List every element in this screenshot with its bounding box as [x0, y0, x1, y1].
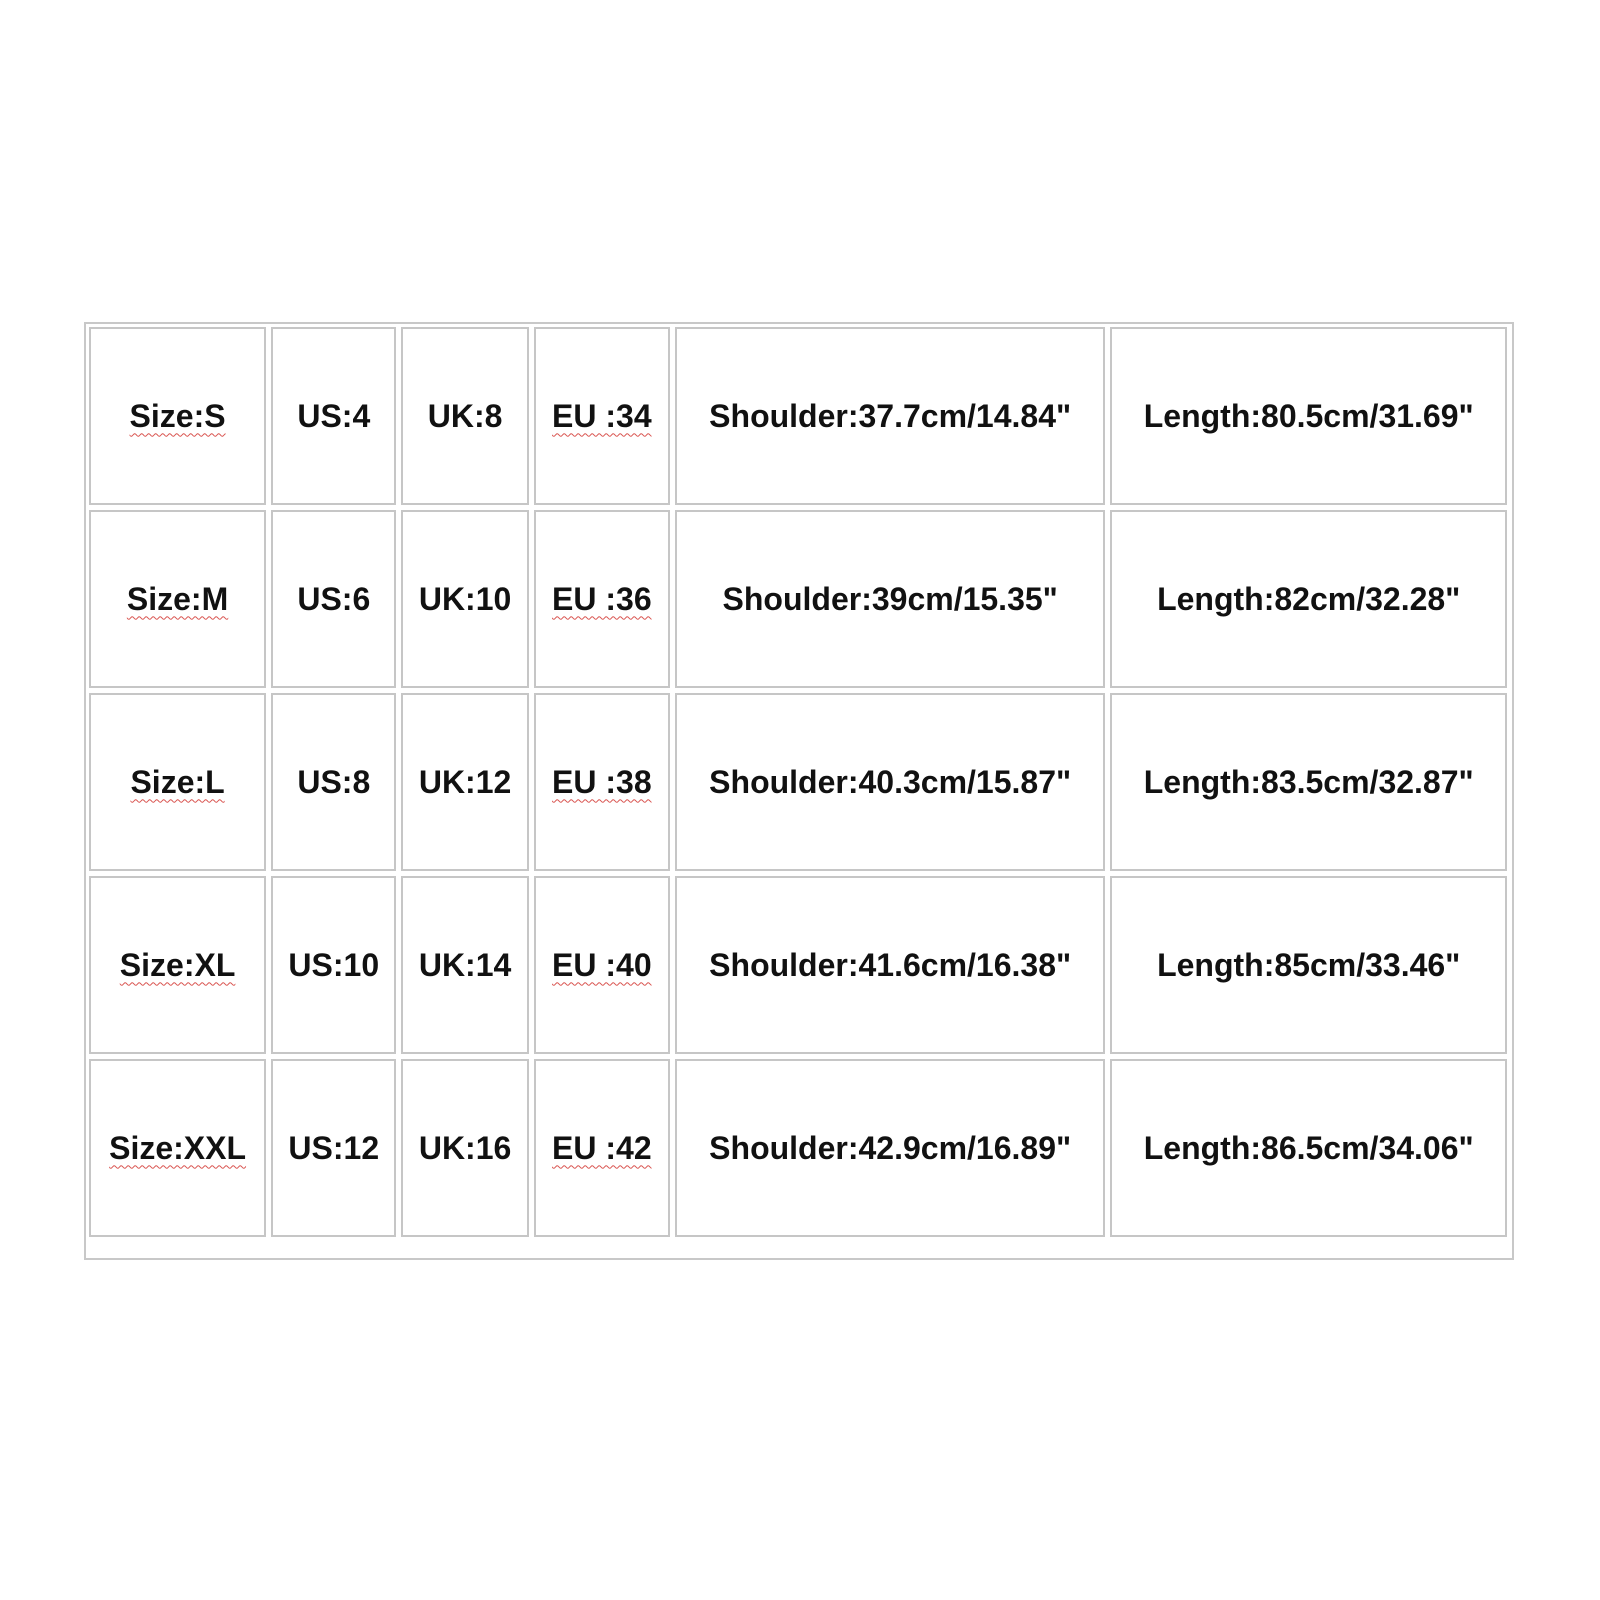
eu-size-cell — [534, 327, 670, 505]
uk-size-cell: UK:12 — [401, 693, 528, 871]
length-cell: Length:80.5cm/31.69" — [1110, 327, 1507, 505]
us-size-cell: US:10 — [271, 876, 396, 1054]
us-size-cell: US:6 — [271, 510, 396, 688]
size-cell — [89, 327, 266, 505]
table-row — [89, 510, 1507, 688]
table-row — [89, 693, 1507, 871]
uk-size-cell: UK:14 — [401, 876, 528, 1054]
shoulder-cell: Shoulder:42.9cm/16.89" — [675, 1059, 1105, 1237]
size-cell — [89, 510, 266, 688]
shoulder-cell: Shoulder:37.7cm/14.84" — [675, 327, 1105, 505]
size-label: Size:L — [130, 763, 225, 800]
eu-size-cell — [534, 693, 670, 871]
shoulder-cell: Shoulder:40.3cm/15.87" — [675, 693, 1105, 871]
size-chart-table — [84, 322, 1512, 1242]
eu-size-cell — [534, 1059, 670, 1237]
size-label: Size:XXL — [109, 1129, 247, 1166]
length-cell: Length:82cm/32.28" — [1110, 510, 1507, 688]
table-row — [89, 1059, 1507, 1237]
length-cell: Length:86.5cm/34.06" — [1110, 1059, 1507, 1237]
table-row — [89, 876, 1507, 1054]
shoulder-cell: Shoulder:41.6cm/16.38" — [675, 876, 1105, 1054]
shoulder-cell: Shoulder:39cm/15.35" — [675, 510, 1105, 688]
eu-size-label: EU :42 — [552, 1129, 652, 1166]
size-chart — [84, 322, 1514, 1260]
size-cell — [89, 1059, 266, 1237]
length-cell: Length:85cm/33.46" — [1110, 876, 1507, 1054]
length-cell: Length:83.5cm/32.87" — [1110, 693, 1507, 871]
size-label: Size:M — [126, 580, 229, 617]
eu-size-cell — [534, 510, 670, 688]
eu-size-label: EU :34 — [552, 397, 652, 434]
eu-size-label: EU :40 — [552, 946, 652, 983]
eu-size-label: EU :36 — [552, 580, 652, 617]
table-row — [89, 327, 1507, 505]
size-label: Size:S — [129, 397, 226, 434]
us-size-cell: US:8 — [271, 693, 396, 871]
uk-size-cell: UK:16 — [401, 1059, 528, 1237]
eu-size-label: EU :38 — [552, 763, 652, 800]
us-size-cell: US:4 — [271, 327, 396, 505]
size-cell — [89, 876, 266, 1054]
uk-size-cell: UK:8 — [401, 327, 528, 505]
size-cell — [89, 693, 266, 871]
uk-size-cell: UK:10 — [401, 510, 528, 688]
us-size-cell: US:12 — [271, 1059, 396, 1237]
size-label: Size:XL — [119, 946, 236, 983]
eu-size-cell — [534, 876, 670, 1054]
